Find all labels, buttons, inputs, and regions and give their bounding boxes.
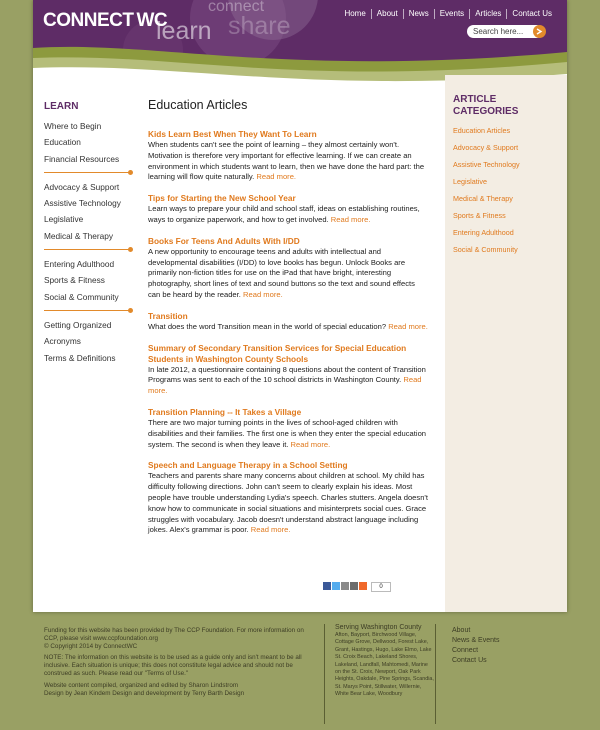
category-sports-fitness[interactable]: Sports & Fitness [453,211,506,220]
search-button[interactable] [533,25,546,38]
read-more-link[interactable]: Read more. [256,172,297,182]
read-more-link[interactable]: Read more. [148,375,422,396]
serving-cities: Afton, Bayport, Birchwood Village, Cottage Grove, Dellwood, Forest Lake, Grant, Hastings, Hugo, Lake Elmo, Lake St. Croix Beach, Lakeland Shores, Lakeland, Landfall, Mahtomedi, Marine on the St. Croix, Newport, Oak Park Heights, Oakdale, Pine Springs, Scandia, St. Marys Point, Stillwater, Willernie, White Bear Lake, Woodbury [335,632,434,698]
footer-link-contact-us[interactable]: Contact Us [452,657,487,664]
article-item [148,460,428,536]
footer-funding-text: Funding for this website has been provided by The CCP Foundation. For more information on CCP, please visit www.ccpfoundation.org [44,627,304,642]
category-entering-adulthood[interactable]: Entering Adulthood [453,228,514,237]
article-title-link[interactable]: Speech and Language Therapy in a School Setting [148,460,348,471]
footer-link-connect[interactable]: Connect [452,647,479,654]
article-title-link[interactable]: Books For Teens And Adults With I/DD [148,235,300,246]
add-share-icon[interactable] [359,582,367,590]
read-more-link[interactable]: Read more. [250,525,291,535]
nav-about[interactable]: About [371,9,403,19]
article-summary [148,247,428,301]
footer-copyright: © Copyright 2014 by ConnectWC [44,642,138,650]
footer-link-about[interactable]: About [452,627,471,634]
hero-word-connect: connect [208,0,265,15]
sidebar-divider [44,249,131,250]
article-title-link[interactable]: Transition Planning -- It Takes a Village [148,406,302,417]
sidebar-item-entering-adulthood[interactable]: Entering Adulthood [44,259,115,270]
sidebar-item-medical-therapy[interactable]: Medical & Therapy [44,230,114,241]
sidebar-item-advocacy-support[interactable]: Advocacy & Support [44,181,120,192]
sidebar-item-where-to-begin[interactable]: Where to Begin [44,121,102,131]
share-count: 0 [371,582,391,592]
nav-home[interactable]: Home [344,9,366,18]
sidebar-item-social-community[interactable]: Social & Community [44,291,119,302]
category-education-articles[interactable]: Education Articles [453,126,511,135]
footer-info [44,627,314,701]
read-more-link[interactable]: Read more. [388,321,428,331]
article-text: In late 2012, a questionnaire containing 8 questions about the content of Transition Programs was sent to each of the 10 school districts in Washington County. [148,364,426,385]
article-item [148,343,428,397]
article-title-link[interactable]: Tips for Starting the New School Year [148,193,296,204]
nav-contact-us[interactable]: Contact Us [506,9,557,19]
sidebar-item-sports-fitness[interactable]: Sports & Fitness [44,275,105,286]
footer-link-news-events[interactable]: News & Events [452,637,500,644]
article-title-link[interactable]: Kids Learn Best When They Want To Learn [148,129,317,139]
article-text: Learn ways to prepare your child and school staff, ideas on establishing routines, ways to organize paperwork, and how to get involved. [148,204,420,224]
article-item [148,311,428,333]
footer-funding [44,627,314,650]
facebook-icon[interactable] [323,582,331,590]
footer-serving [324,624,436,724]
read-more-link[interactable]: Read more. [330,214,371,224]
article-summary [148,204,428,226]
sidebar-divider [44,310,131,311]
categories-heading: ARTICLE CATEGORIES [453,94,519,117]
article-item [148,236,428,301]
logo-text-wc: WC [136,10,168,31]
main-content [148,98,428,546]
article-summary [148,471,428,536]
nav-events[interactable]: Events [434,9,469,19]
footer-note: NOTE: The information on this website is to be used as a guide only and isn't meant to be all inclusive. Each situation is unique; this does not constitute legal advice and should not be construed as such. Please read our "Terms of Use." [44,654,302,677]
read-more-link[interactable]: Read more. [243,289,283,299]
left-sidebar-nav [44,101,132,366]
article-text: There are two major turning points in the lives of school-aged children with disabilities and their families. The first one is when they enter the special education system. The second is when they leave it. [148,417,427,449]
site-footer [0,612,600,730]
article-text: Teachers and parents share many concerns about children at school. My child has difficulty following directions. John can't seem to clearly explain his ideas. Most people have trouble understanding Lydia's speech. Charles stutters. Angela doesn't know how to communicate in social situations and misinterprets social cues. Grace struggles with vocabulary. Jacob doesn't understand abstract language including jokes. Alex's grammar is poor. [148,471,428,535]
share-toolbar [323,582,391,592]
category-legislative[interactable]: Legislative [453,177,487,186]
site-logo[interactable] [43,10,167,32]
article-summary [148,140,428,183]
print-icon[interactable] [350,582,358,590]
nav-articles[interactable]: Articles [469,9,506,19]
category-advocacy-support[interactable]: Advocacy & Support [453,143,519,152]
search-icon [536,28,543,35]
article-summary [148,418,428,450]
footer-credits-content: Website content compiled, organized and edited by Sharon Lindstrom [44,681,239,689]
category-social-community[interactable]: Social & Community [453,245,518,254]
hero-word-share: share [228,12,291,40]
footer-credits [44,682,314,698]
article-text: A new opportunity to encourage teens and adults with intellectual and developmental disabilities (I/DD) to love books has begun. Unlock Books are primarily non-fiction titles for use on the iPad that have bright, interesting photography, short lines of text and sound buttons so the text and sound effects can be heard by the reader. [148,246,415,299]
hero-word-learn: learn [156,17,212,45]
article-item [148,193,428,226]
search-input[interactable]: Search here... [467,25,543,38]
serving-title: Serving Washington County [335,624,422,631]
article-summary [148,322,428,333]
page-title: Education Articles [148,98,248,112]
left-sidebar-heading: LEARN [44,101,79,112]
sidebar-item-getting-organized[interactable]: Getting Organized [44,319,112,330]
read-more-link[interactable]: Read more. [290,439,331,449]
article-text: What does the word Transition mean in the world of special education? [148,321,387,331]
article-summary [148,365,428,397]
footer-links [452,626,499,666]
sidebar-item-education[interactable]: Education [44,137,81,148]
category-assistive-technology[interactable]: Assistive Technology [453,160,520,169]
footer-credits-design: Design by Jean Kindem Design and development by Terry Barth Design [44,689,245,697]
article-title-link[interactable]: Summary of Secondary Transition Services for Special Education Students in Washington County Schools [148,342,407,364]
sidebar-divider [44,172,131,173]
article-title-link[interactable]: Transition [148,310,188,321]
right-sidebar [445,75,567,612]
sidebar-item-assistive-technology[interactable]: Assistive Technology [44,198,121,209]
email-icon[interactable] [341,582,349,590]
page-container [33,0,567,612]
sidebar-item-financial-resources[interactable]: Financial Resources [44,153,120,164]
sidebar-item-acronyms[interactable]: Acronyms [44,336,81,347]
top-navigation [339,9,557,19]
article-text: When students can't see the point of learning – they almost certainly won't. Motivation is therefore very important for effective learning. If we can create an environment in which students want to learn, then we have done the hard part: the learning will flow quite naturally. [148,140,425,182]
category-medical-therapy[interactable]: Medical & Therapy [453,194,513,203]
nav-news[interactable]: News [403,9,434,19]
sidebar-item-legislative[interactable]: Legislative [44,214,84,225]
logo-text-connect: CONNECT [43,10,134,31]
article-item [148,407,428,450]
twitter-icon[interactable] [332,582,340,590]
article-item [148,129,428,183]
sidebar-item-terms-definitions[interactable]: Terms & Definitions [44,352,116,363]
